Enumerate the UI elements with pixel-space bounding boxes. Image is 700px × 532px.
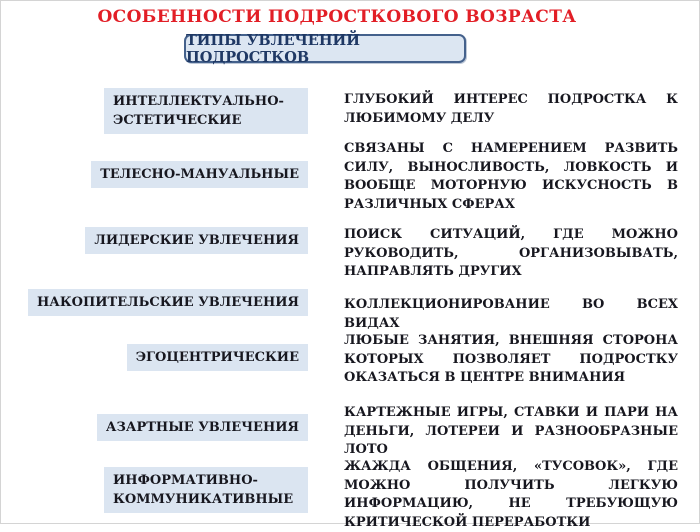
hobby-row: [1, 458, 700, 532]
category-box: ЭГОЦЕНТРИЧЕСКИЕ: [127, 344, 308, 371]
description-text: СВЯЗАНЫ С НАМЕРЕНИЕМ РАЗВИТЬ СИЛУ, ВЫНОСЛИВОСТЬ, ЛОВКОСТЬ И ВООБЩЕ МОТОРНУЮ ИСКУСНОСТЬ В РАЗЛИЧНЫХ СФЕРАХ: [344, 141, 678, 212]
hobby-row: [1, 88, 700, 134]
category-cell: [1, 330, 308, 371]
description-text: КОЛЛЕКЦИОНИРОВАНИЕ ВО ВСЕХ ВИДАХ: [344, 297, 678, 331]
hobby-row: [1, 403, 700, 460]
description-text: ПОИСК СИТУАЦИЙ, ГДЕ МОЖНО РУКОВОДИТЬ, ОРГАНИЗОВЫВАТЬ, НАПРАВЛЯТЬ ДРУГИХ: [344, 227, 678, 279]
description-text: ГЛУБОКИЙ ИНТЕРЕС ПОДРОСТКА К ЛЮБИМОМУ ДЕЛУ: [344, 92, 678, 126]
hobby-row: [1, 140, 700, 214]
category-box: ИНТЕЛЛЕКТУАЛЬНО-ЭСТЕТИЧЕСКИЕ: [104, 88, 308, 134]
category-cell: [1, 140, 308, 188]
category-box: НАКОПИТЕЛЬСКИЕ УВЛЕЧЕНИЯ: [28, 289, 308, 316]
description-text: ЖАЖДА ОБЩЕНИЯ, «ТУСОВОК», ГДЕ МОЖНО ПОЛУЧИТЬ ЛЕГКУЮ ИНФОРМАЦИЮ, НЕ ТРЕБУЮЩУЮ КРИТИЧЕСКОЙ ПЕРЕРАБОТКИ: [344, 459, 678, 530]
subtitle-box: [184, 31, 466, 66]
category-box: ИНФОРМАТИВНО-КОММУНИКАТИВНЫЕ: [104, 467, 308, 513]
category-cell: [1, 403, 308, 441]
category-cell: [1, 458, 308, 513]
subtitle-label: ТИПЫ УВЛЕЧЕНИЙ ПОДРОСТКОВ: [186, 31, 360, 66]
category-cell: [1, 226, 308, 254]
category-cell: [1, 88, 308, 134]
category-box: ЛИДЕРСКИЕ УВЛЕЧЕНИЯ: [85, 227, 308, 254]
category-box: ТЕЛЕСНО-МАНУАЛЬНЫЕ: [91, 161, 308, 188]
hobby-row: [1, 289, 700, 333]
hobby-row: [1, 330, 700, 388]
description-text: КАРТЕЖНЫЕ ИГРЫ, СТАВКИ И ПАРИ НА ДЕНЬГИ, ЛОТЕРЕИ И РАЗНООБРАЗНЫЕ ЛОТО: [344, 405, 678, 457]
hobby-row: [1, 226, 700, 282]
category-cell: [1, 289, 308, 316]
description-text: ЛЮБЫЕ ЗАНЯТИЯ, ВНЕШНЯЯ СТОРОНА КОТОРЫХ ПОЗВОЛЯЕТ ПОДРОСТКУ ОКАЗАТЬСЯ В ЦЕНТРЕ ВНИМАНИЯ: [344, 333, 678, 385]
category-box: АЗАРТНЫЕ УВЛЕЧЕНИЯ: [97, 414, 308, 441]
page-title: ОСОБЕННОСТИ ПОДРОСТКОВОГО ВОЗРАСТА: [97, 7, 577, 27]
